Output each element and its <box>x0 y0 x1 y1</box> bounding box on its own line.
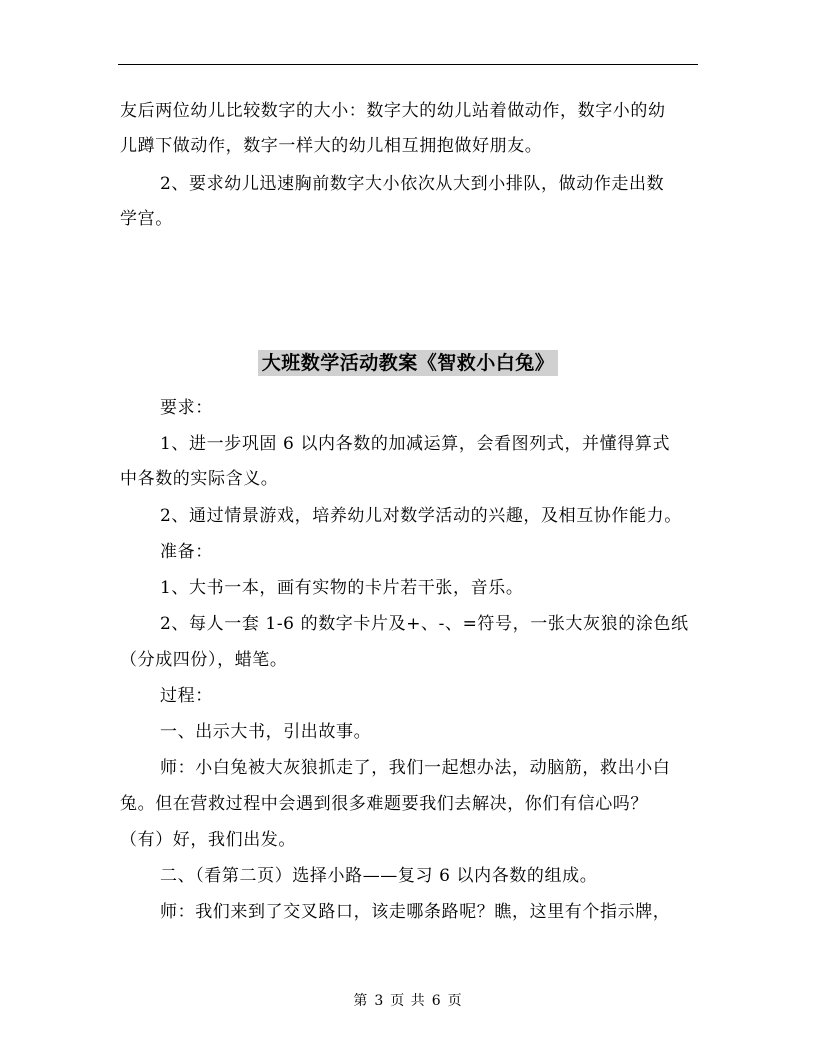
section-title-text: 大班数学活动教案《智救小白兔》 <box>258 350 559 376</box>
text-line: 兔。但在营救过程中会遇到很多难题要我们去解决，你们有信心吗？ <box>120 794 648 814</box>
text-line: 2、通过情景游戏，培养幼儿对数学活动的兴趣，及相互协作能力。 <box>160 506 682 526</box>
text-line: 友后两位幼儿比较数字的大小：数字大的幼儿站着做动作，数字小的幼 <box>120 101 666 121</box>
text-line: 中各数的实际含义。 <box>120 469 279 489</box>
text-line: 过程： <box>160 686 213 706</box>
text-line: 2、每人一套 1-6 的数字卡片及+、-、=符号，一张大灰狼的涂色纸 <box>160 614 689 634</box>
text-line: 儿蹲下做动作，数字一样大的幼儿相互拥抱做好朋友。 <box>120 136 543 156</box>
text-line: 师：小白兔被大灰狼抓走了，我们一起想办法，动脑筋，救出小白 <box>160 758 671 778</box>
text-line: （有）好，我们出发。 <box>120 830 296 850</box>
page-prefix: 第 <box>353 993 369 1009</box>
header-rule <box>118 64 698 65</box>
text-line: （分成四份），蜡笔。 <box>120 650 288 670</box>
section-title <box>0 348 816 378</box>
text-line: 2、要求幼儿迅速胸前数字大小依次从大到小排队，做动作走出数 <box>160 174 665 194</box>
text-line: 二、（看第二页）选择小路——复习 6 以内各数的组成。 <box>160 866 598 886</box>
text-line: 1、大书一本，画有实物的卡片若干张，音乐。 <box>160 578 524 598</box>
page-footer <box>0 990 816 1010</box>
text-line: 要求： <box>160 398 213 418</box>
text-line: 学宫。 <box>120 209 173 229</box>
text-line: 1、进一步巩固 6 以内各数的加减运算，会看图列式，并懂得算式 <box>160 434 671 454</box>
page-number: 3 <box>374 993 385 1009</box>
page-mid: 页 共 <box>390 993 426 1009</box>
text-line: 师：我们来到了交叉路口，该走哪条路呢？瞧，这里有个指示牌， <box>160 902 671 922</box>
page-suffix: 页 <box>447 993 463 1009</box>
text-line: 准备： <box>160 542 213 562</box>
page-total: 6 <box>431 993 442 1009</box>
text-line: 一、出示大书，引出故事。 <box>160 722 372 742</box>
